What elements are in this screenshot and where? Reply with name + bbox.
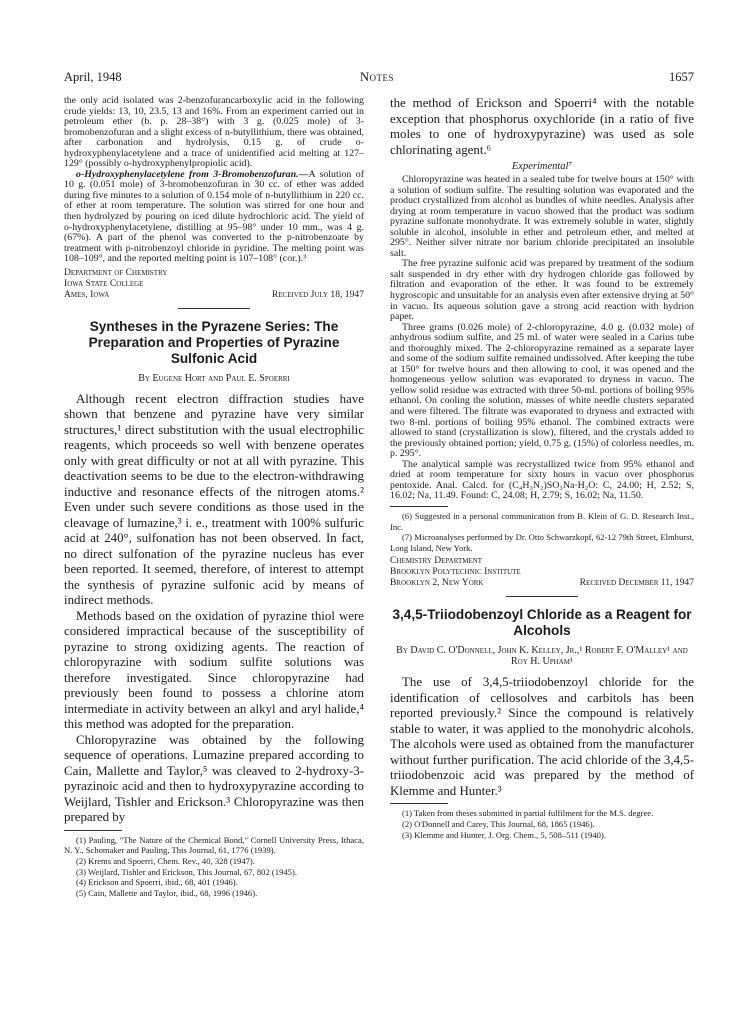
byline: By David C. O'Donnell, John K. Kelley, Jr.,¹ Robert F. O'Malley¹ and Roy H. Upham¹ xyxy=(396,645,688,668)
affiliation xyxy=(390,555,694,588)
footnote: (3) Klemme and Hunter, J. Org. Chem., 5, 508–511 (1940). xyxy=(402,829,606,840)
section-heading: o-Hydroxyphenylacetylene from 3-Bromobenzofuran.— xyxy=(76,168,309,180)
footnote-divider xyxy=(390,803,448,804)
footnote: (3) Weijlard, Tishler and Erickson, This Journal, 67, 802 (1945). xyxy=(76,866,297,877)
affiliation-dept: Chemistry Department xyxy=(390,555,483,567)
paragraph: Methods based on the oxidation of pyrazine thiol were considered impractical because of the susceptibility of pyrazine to strong oxidizing agents. The reaction of chloropyrazine with sodium sulfite solutions was therefore investigated. Since chloropyrazine had previously been found to possess a chlorine atom intermediate in activity between an alkyl and aryl halide,⁴ this method was adopted for the preparation. xyxy=(64,608,364,732)
running-header xyxy=(64,70,694,86)
paragraph-body: A solution of 10 g. (0.051 mole) of 3-bromobenzofuran in 30 cc. of ether was added during five minutes to a solution of 0.154 mole of n-butyllithium in 220 cc. of ether at room temperature. The solution was stirred for one hour and then hydrolyzed by pouring on iced dilute hydrochloric acid. The yield of o-hydroxyphenylacetylene, distilling at 95–98° under 10 mm., was 4 g. (67%). A part of the phenol was converted to the p-nitrobenzoate by treatment with p-nitrobenzoyl chloride in pyridine. The melting point was 108–109°, and the reported melting point is 107–108° (cor.).³ xyxy=(64,168,364,265)
header-section: Notes xyxy=(360,70,395,84)
received-date: Received December 11, 1947 xyxy=(579,577,694,589)
affiliation xyxy=(64,267,364,300)
section-heading-experimental: Experimental⁷ xyxy=(511,161,573,172)
footnote: (2) Krems and Spoerri, Chem. Rev., 40, 328 (1947). xyxy=(76,855,255,866)
footnote: (6) Suggested in a personal communication from B. Klein of G. D. Research Inst., Inc. xyxy=(390,510,694,532)
footnote: (5) Cain, Mallette and Taylor, ibid., 68, 1996 (1946). xyxy=(76,887,258,898)
paragraph: Three grams (0.026 mole) of 2-chloropyrazine, 4.0 g. (0.032 mole) of anhydrous sodium sulfite, and 25 ml. of water were sealed in a Carius tube and thoroughly mixed. The 2-chloropyrazine remained as a separate layer and some of the sodium sulfite remained undissolved. After keeping the tube at 150° for twelve hours and then allowing to cool, it was opened and the homogeneous yellow solution was evaporated to dryness in vacuo. The yellow solid residue was extracted with three 50-ml. portions of boiling 95% ethanol. On cooling the solution, masses of white needle clusters separated and were filtered. The filtrate was evaporated to dryness and extracted with two 8-ml. portions of boiling 95% ethanol. The combined extracts were allowed to stand (crystallization is slow), filtered, and the crystals added to the previously obtained portion; yield, 0.75 g. (15%) of colorless needles, m. p. 295°. xyxy=(390,321,694,460)
footnote: (4) Erickson and Spoerri, ibid., 68, 401 (1946). xyxy=(76,877,238,888)
affiliation-institution: Brooklyn Polytechnic Institute xyxy=(390,566,521,578)
affiliation-institution: Iowa State College xyxy=(64,277,144,289)
footnote: (7) Microanalyses performed by Dr. Otto Schwarzkopf, 62-12 79th Street, Elmhurst, Long Island, New York. xyxy=(390,532,694,553)
paragraph: the only acid isolated was 2-benzofurancarboxylic acid in the following crude yields: 13, 10, 23.5, 13 and 16%. From an experiment carried out in petroleum ether (b. p. 28–38°) with 3 g. (0.025 mole) of 3-bromobenzofuran and a slight excess of n-butyllithium, there was obtained, after carbonation and hydrolysis, 0.15 g. of crude o-hydroxyphenylacetylene and a trace of unidentified acid melting at 127–129° (possibly o-hydroxyphenylpropiolic acid). xyxy=(64,95,364,170)
footnotes xyxy=(390,808,694,840)
header-date: April, 1948 xyxy=(64,70,122,84)
footnotes xyxy=(390,511,694,553)
right-column xyxy=(390,96,694,840)
affiliation-city: Ames, Iowa xyxy=(64,288,110,300)
byline: By Eugene Hort and Paul E. Spoerri xyxy=(138,372,290,384)
left-column xyxy=(64,96,364,898)
footnote: (1) Taken from theses submitted in partial fulfilment for the M.S. degree. xyxy=(402,808,654,819)
article-title: Syntheses in the Pyrazene Series: The Preparation and Properties of Pyrazine Sulfonic Acid xyxy=(88,318,340,366)
footnote: (2) O'Donnell and Carey, This Journal, 68, 1865 (1946). xyxy=(402,818,595,829)
affiliation-city: Brooklyn 2, New York xyxy=(390,577,484,589)
paragraph: The free pyrazine sulfonic acid was prepared by treatment of the sodium salt suspended in dry ether with dry hydrogen chloride gas followed by filtration and evaporation of the ether. It was found to be extremely hygroscopic and unsuitable for an analysis even after extensive drying at 50° in vacuo. Its aqueous solution gave a strong acid reaction with hydrion paper. xyxy=(390,258,694,323)
footnotes xyxy=(64,835,364,899)
footnote-divider xyxy=(390,506,448,507)
paragraph: the method of Erickson and Spoerri⁴ with the notable exception that phosphorus oxychloride (in a ratio of five moles to one of hydroxypyrazine) was used as sole chlorinating agent.⁶ xyxy=(390,96,694,157)
divider xyxy=(178,308,250,309)
page-number: 1657 xyxy=(669,70,694,84)
article-title: 3,4,5-Triiodobenzoyl Chloride as a Reagent for Alcohols xyxy=(392,607,692,639)
paragraph: Although recent electron diffraction studies have shown that benzene and pyrazine have very similar structures,¹ direct substitution with the usual electrophilic reagents, which proceeds so well with benzene operates only with great difficulty or not at all with pyrazine. This deactivation seems to be due to the electron-withdrawing inductive and resonance effects of the nitrogen atoms.² Even under such severe conditions as those used in the cleavage of lumazine,³ i. e., treatment with 100% sulfuric acid at 240°, sulfonation has not been observed. In fact, no direct sulfonation of the pyrazine nucleus has ever been reported. It seemed, therefore, of interest to attempt the synthesis of pyrazine sulfonic acid by means of indirect methods. xyxy=(64,391,364,608)
footnote-divider xyxy=(64,830,122,831)
affiliation-row xyxy=(64,289,364,300)
paragraph: The use of 3,4,5-triiodobenzoyl chloride for the identification of cellosolves and carbitols has been reported previously.² Since the compound is relatively stable to water, it was applied to the monohydric alcohols. The alcohols were used as obtained from the manufacturer without further purification. The acid chloride of the 3,4,5-triiodobenzoic acid was prepared by the method of Klemme and Hunter.³ xyxy=(390,675,694,798)
affiliation-row xyxy=(390,577,694,588)
received-date: Received July 18, 1947 xyxy=(271,288,364,300)
divider xyxy=(506,596,578,597)
paragraph: Chloropyrazine was obtained by the following sequence of operations. Lumazine prepared according to Cain, Mallette and Taylor,⁵ was cleaved to 2-hydroxy-3-pyrazinoic acid and then to hydroxypyrazine according to Weijlard, Tishler and Erickson.³ Chloropyrazine was then prepared by xyxy=(64,732,364,825)
paragraph xyxy=(64,170,364,265)
affiliation-dept: Department of Chemistry xyxy=(64,266,168,278)
footnote: (1) Pauling, "The Nature of the Chemical Bond," Cornell University Press, Ithaca, N. Y., Schomaker and Pauling, This Journal, 61, 1776 (1939). xyxy=(64,834,364,856)
paragraph: The analytical sample was recrystallized twice from 95% ethanol and dried at room temperature for sixty hours in vacuo over phosphorus pentoxide. Anal. Calcd. for (C₄H₃N₂)SO₃Na·H₂O: C, 24.00; H, 2.52; S, 16.02; Na, 11.49. Found: C, 24.08; H, 2.79; S, 16.02; Na, 11.50. xyxy=(390,458,694,502)
paragraph: Chloropyrazine was heated in a sealed tube for twelve hours at 150° with a solution of sodium sulfite. The resulting solution was evaporated and the product crystallized from alcohol as bundles of white needles. Analysis after drying at room temperature in vacuo showed that the product was sodium pyrazine sulfonate monohydrate. It was extremely soluble in water, slightly soluble in alcohol, insoluble in ether and petroleum ether, and melted at 295°. Neither silver nitrate nor barium chloride precipitated an insoluble salt. xyxy=(390,174,694,259)
